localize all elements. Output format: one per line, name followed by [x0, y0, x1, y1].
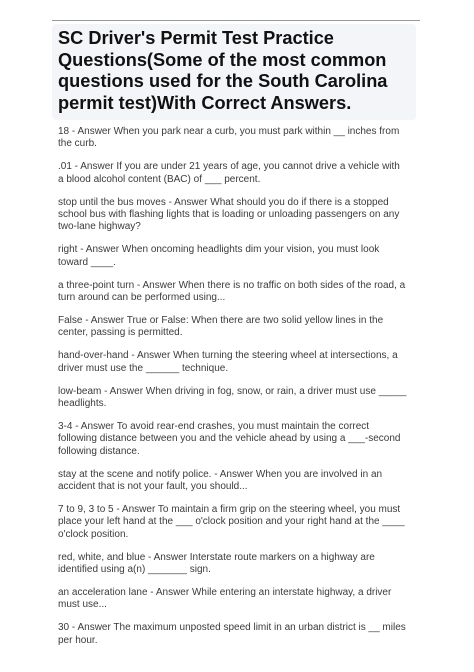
- question-item: 3-4 - Answer To avoid rear-end crashes, you must maintain the correct following distance between you and the vehicle ahead by using a ___-second following distance.: [58, 420, 401, 457]
- question-list: [58, 126, 408, 658]
- question-item: red, white, and blue - Answer Interstate route markers on a highway are identified using a(n) _______ sign.: [58, 551, 375, 576]
- question-item: 7 to 9, 3 to 5 - Answer To maintain a firm grip on the steering wheel, you must place your left hand at the ___ o'clock position and your right hand at the ____ o'clock position.: [58, 503, 405, 540]
- question-item: low-beam - Answer When driving in fog, snow, or rain, a driver must use _____ headlights.: [58, 385, 407, 409]
- question-item: 30 - Answer The maximum unposted speed limit in an urban district is __ miles per hour.: [58, 622, 406, 646]
- question-item: .01 - Answer If you are under 21 years of age, you cannot drive a vehicle with a blood alcohol content (BAC) of ___ percent.: [58, 161, 400, 185]
- top-divider: [52, 20, 420, 21]
- question-item: an acceleration lane - Answer While entering an interstate highway, a driver must use...: [58, 586, 392, 611]
- question-item: right - Answer When oncoming headlights dim your vision, you must look toward ____.: [58, 244, 380, 268]
- question-item: 18 - Answer When you park near a curb, you must park within __ inches from the curb.: [58, 126, 400, 150]
- question-item: a three-point turn - Answer When there is no traffic on both sides of the road, a turn around can be performed using...: [58, 279, 406, 304]
- question-item: stop until the bus moves - Answer What should you do if there is a stopped school bus with flashing lights that is loading or unloading passengers on any two-lane highway?: [58, 196, 400, 233]
- question-item: False - Answer True or False: When there are two solid yellow lines in the center, passing is permitted.: [58, 314, 384, 339]
- document-title: SC Driver's Permit Test Practice Questions(Some of the most common questions used for the South Carolina permit test)With Correct Answers.: [58, 28, 388, 113]
- question-item: hand-over-hand - Answer When turning the steering wheel at intersections, a driver must use the ______ technique.: [58, 350, 398, 374]
- question-item: stay at the scene and notify police. - Answer When you are involved in an accident that is not your fault, you should...: [58, 468, 383, 493]
